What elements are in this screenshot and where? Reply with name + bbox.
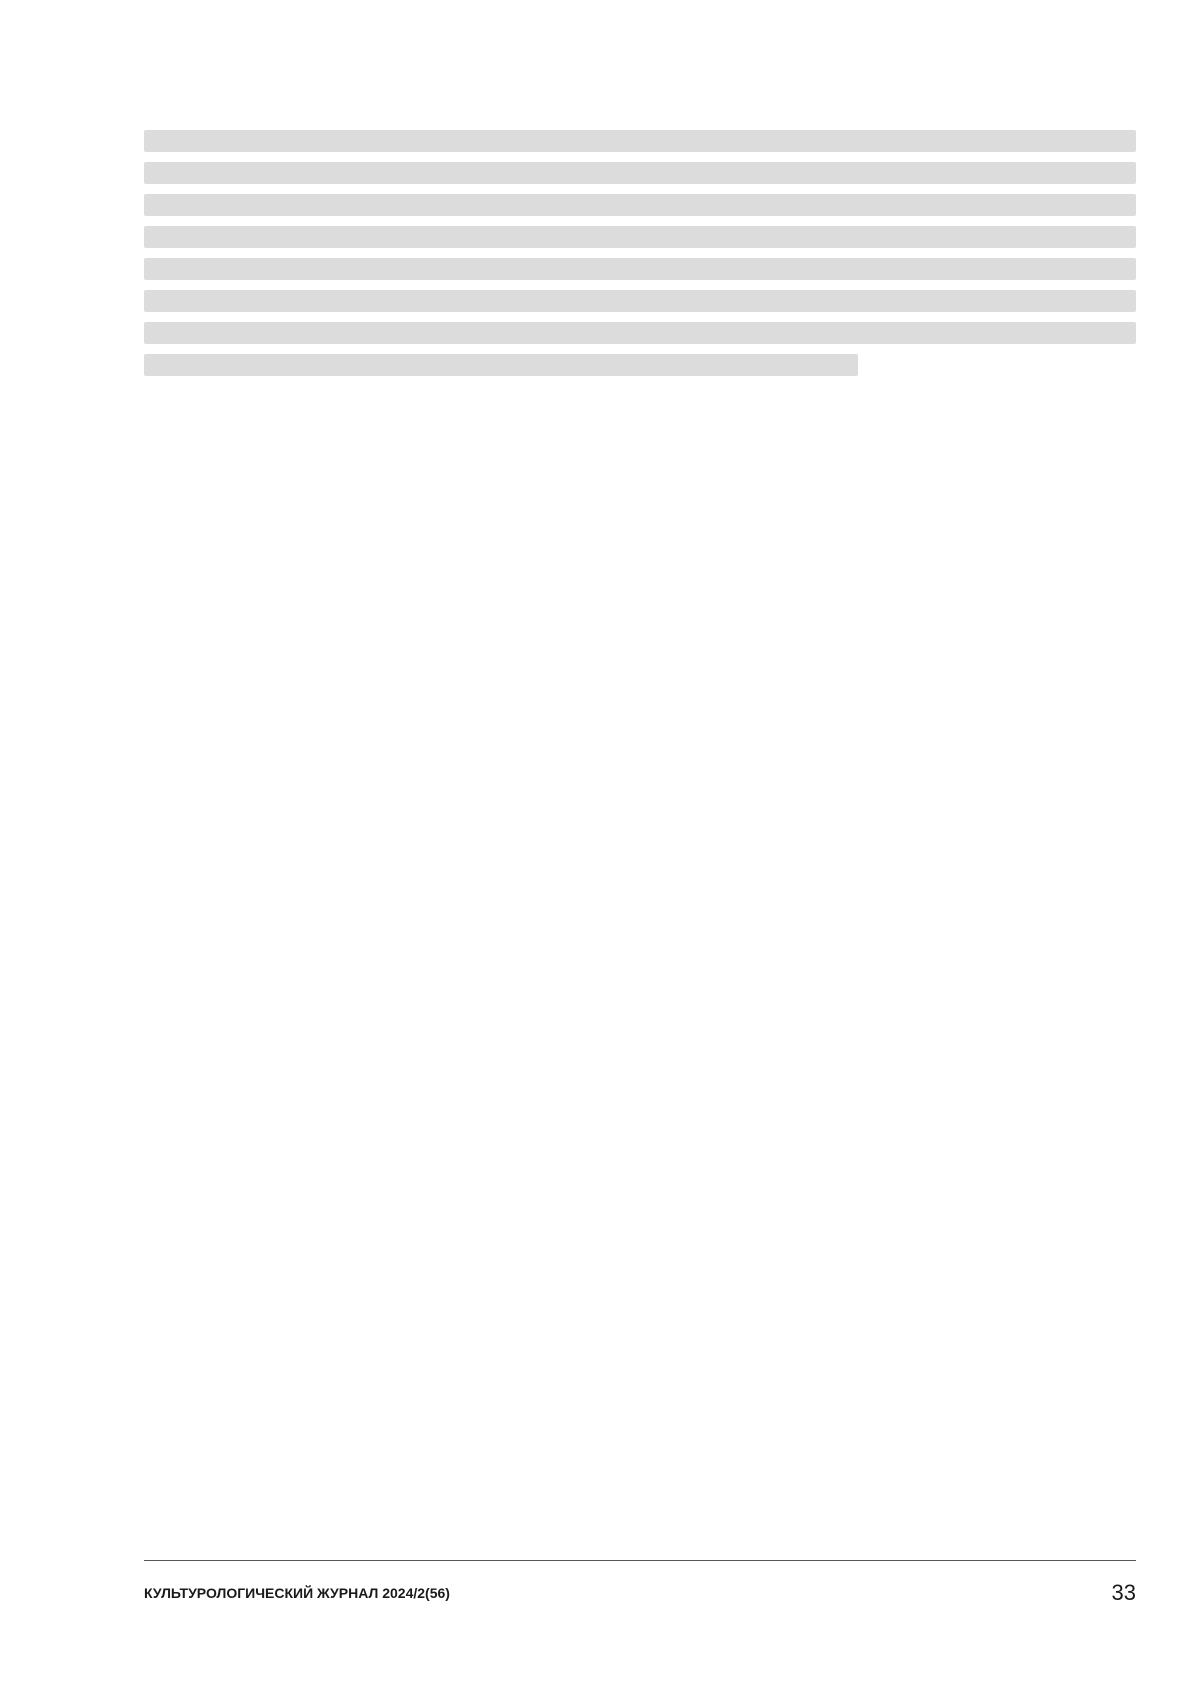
page-body bbox=[144, 130, 1136, 1510]
text-line bbox=[144, 162, 1136, 184]
text-line bbox=[144, 226, 1136, 248]
footer-rule bbox=[144, 1560, 1136, 1561]
text-line bbox=[144, 194, 1136, 216]
text-line bbox=[144, 258, 1136, 280]
journal-name: КУЛЬТУРОЛОГИЧЕСКИЙ ЖУРНАЛ 2024/2(56) bbox=[144, 1585, 450, 1601]
page-footer bbox=[144, 1580, 1136, 1606]
text-line bbox=[144, 290, 1136, 312]
text-line bbox=[144, 322, 1136, 344]
page-number: 33 bbox=[1111, 1580, 1136, 1605]
text-line bbox=[144, 130, 1136, 152]
text-line bbox=[144, 354, 858, 376]
